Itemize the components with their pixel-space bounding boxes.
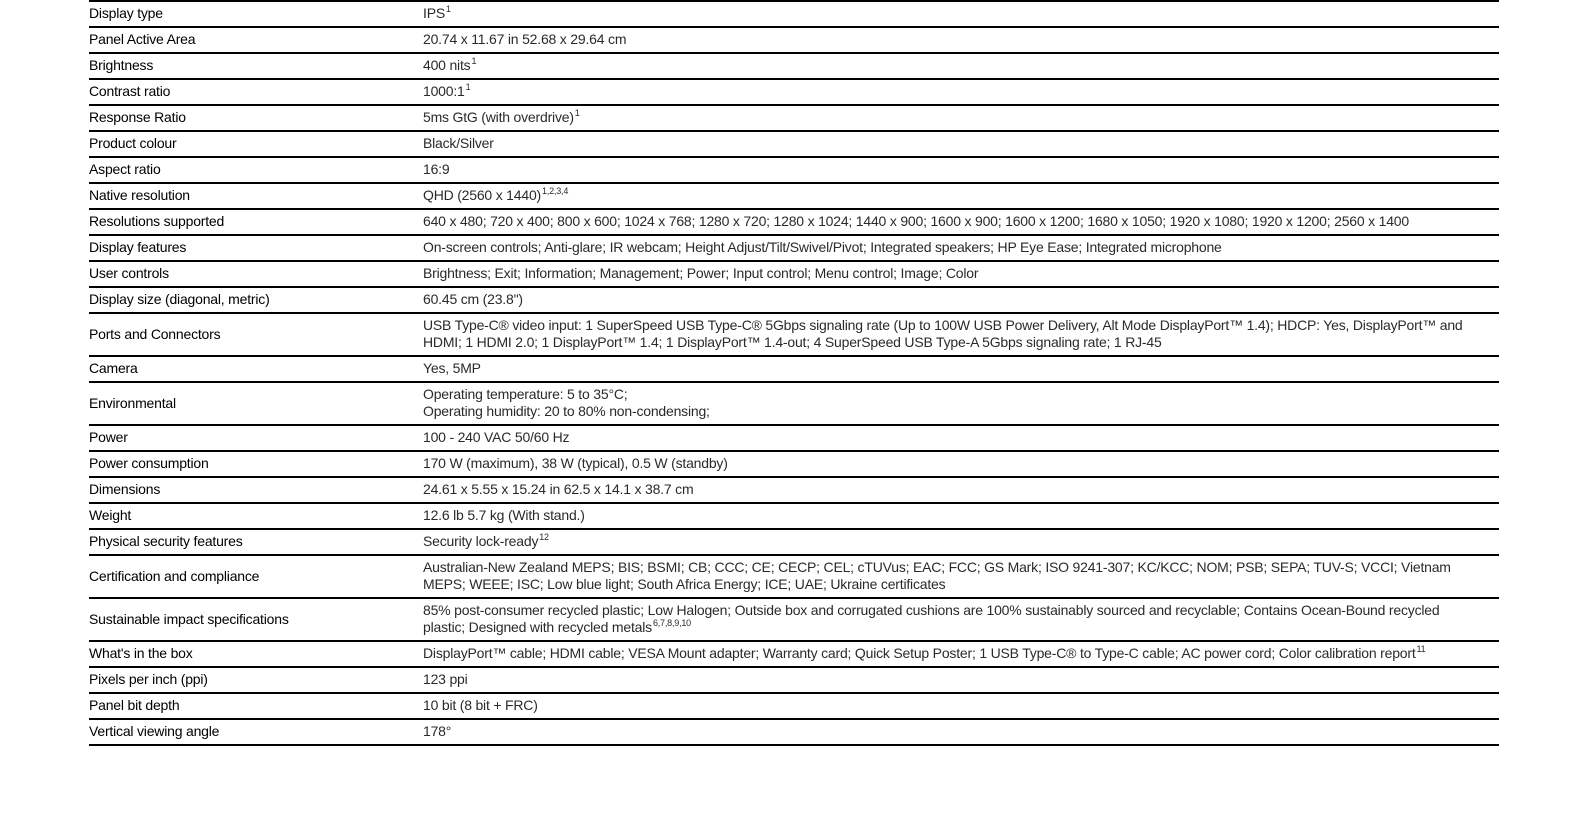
- spec-value: 123 ppi: [423, 671, 468, 687]
- spec-value-cell: [423, 105, 1499, 131]
- spec-label: Aspect ratio: [89, 157, 423, 183]
- spec-value-cell: [423, 79, 1499, 105]
- spec-row: [89, 235, 1499, 261]
- spec-value: Black/Silver: [423, 135, 494, 151]
- spec-value-cell: [423, 598, 1499, 641]
- spec-row: [89, 313, 1499, 356]
- spec-row: [89, 719, 1499, 745]
- spec-label: Pixels per inch (ppi): [89, 667, 423, 693]
- spec-value-cell: [423, 719, 1499, 745]
- spec-row: [89, 157, 1499, 183]
- spec-table: [89, 0, 1499, 746]
- spec-label: Resolutions supported: [89, 209, 423, 235]
- spec-value-line: Operating temperature: 5 to 35°C;: [423, 386, 628, 402]
- spec-value-cell: [423, 27, 1499, 53]
- footnote-ref: 1: [471, 56, 477, 66]
- spec-row: [89, 598, 1499, 641]
- spec-value: Security lock-ready: [423, 533, 539, 549]
- spec-label: Dimensions: [89, 477, 423, 503]
- spec-value: 640 x 480; 720 x 400; 800 x 600; 1024 x 768; 1280 x 720; 1280 x 1024; 1440 x 900; 1600 x 900; 1600 x 1200; 1680 x 1050; 1920 x 1080; 1920 x 1200; 2560 x 1400: [423, 213, 1409, 229]
- spec-value: 16:9: [423, 161, 450, 177]
- spec-value: 1000:1: [423, 83, 465, 99]
- spec-value-cell: [423, 693, 1499, 719]
- spec-table-body: [89, 1, 1499, 745]
- spec-value: 24.61 x 5.55 x 15.24 in 62.5 x 14.1 x 38.7 cm: [423, 481, 694, 497]
- spec-value-cell: [423, 235, 1499, 261]
- spec-value: On-screen controls; Anti-glare; IR webcam; Height Adjust/Tilt/Swivel/Pivot; Integrated speakers; HP Eye Ease; Integrated microphone: [423, 239, 1222, 255]
- spec-value-cell: [423, 529, 1499, 555]
- spec-value: USB Type-C® video input: 1 SuperSpeed USB Type-C® 5Gbps signaling rate (Up to 100W USB Power Delivery, Alt Mode DisplayPort™ 1.4); HDCP: Yes, DisplayPort™ and HDMI; 1 HDMI 2.0; 1 DisplayPort™ 1.4; 1 DisplayPort™ 1.4-out; 4 SuperSpeed USB Type-A 5Gbps signaling rate; 1 RJ-45: [423, 317, 1463, 350]
- spec-label: Product colour: [89, 131, 423, 157]
- spec-row: [89, 287, 1499, 313]
- spec-value-cell: [423, 53, 1499, 79]
- spec-value: 85% post-consumer recycled plastic; Low Halogen; Outside box and corrugated cushions are 100% sustainably sourced and recyclable; Contains Ocean-Bound recycled plastic; Designed with recycled metals: [423, 602, 1440, 635]
- spec-label: Vertical viewing angle: [89, 719, 423, 745]
- spec-value-cell: [423, 157, 1499, 183]
- spec-row: [89, 641, 1499, 667]
- footnote-ref: 12: [539, 532, 549, 542]
- spec-value: 170 W (maximum), 38 W (typical), 0.5 W (standby): [423, 455, 728, 471]
- spec-row: [89, 53, 1499, 79]
- spec-value: 60.45 cm (23.8"): [423, 291, 523, 307]
- spec-label: Native resolution: [89, 183, 423, 209]
- spec-label: Contrast ratio: [89, 79, 423, 105]
- spec-row: [89, 425, 1499, 451]
- spec-label: Certification and compliance: [89, 555, 423, 598]
- spec-label: Ports and Connectors: [89, 313, 423, 356]
- spec-value: IPS: [423, 5, 445, 21]
- spec-value-cell: [423, 209, 1499, 235]
- spec-row: [89, 529, 1499, 555]
- spec-label: Sustainable impact specifications: [89, 598, 423, 641]
- spec-row: [89, 667, 1499, 693]
- spec-row: [89, 183, 1499, 209]
- spec-value: 12.6 lb 5.7 kg (With stand.): [423, 507, 585, 523]
- footnote-ref: 1,2,3,4: [542, 186, 569, 196]
- spec-value-cell: [423, 261, 1499, 287]
- spec-row: [89, 105, 1499, 131]
- spec-label: What's in the box: [89, 641, 423, 667]
- footnote-ref: 1: [465, 82, 471, 92]
- spec-value-cell: [423, 477, 1499, 503]
- spec-value: Yes, 5MP: [423, 360, 481, 376]
- spec-row: [89, 261, 1499, 287]
- spec-value-cell: [423, 287, 1499, 313]
- spec-value-cell: [423, 425, 1499, 451]
- spec-value: 178°: [423, 723, 452, 739]
- spec-value-cell: [423, 131, 1499, 157]
- spec-label: Physical security features: [89, 529, 423, 555]
- spec-value-cell: [423, 313, 1499, 356]
- spec-row: [89, 555, 1499, 598]
- spec-row: [89, 356, 1499, 382]
- spec-value-cell: [423, 641, 1499, 667]
- footnote-ref: 1: [445, 4, 451, 14]
- spec-value: QHD (2560 x 1440): [423, 187, 541, 203]
- spec-value-line: Operating humidity: 20 to 80% non-condensing;: [423, 403, 710, 419]
- footnote-ref: 11: [1416, 644, 1426, 654]
- spec-row: [89, 79, 1499, 105]
- spec-label: Panel Active Area: [89, 27, 423, 53]
- spec-row: [89, 209, 1499, 235]
- spec-label: Panel bit depth: [89, 693, 423, 719]
- spec-value-cell: [423, 451, 1499, 477]
- spec-value-cell: [423, 356, 1499, 382]
- spec-label: Weight: [89, 503, 423, 529]
- spec-label: Power consumption: [89, 451, 423, 477]
- spec-label: Camera: [89, 356, 423, 382]
- spec-row: [89, 503, 1499, 529]
- spec-value-cell: [423, 1, 1499, 27]
- spec-label: Environmental: [89, 382, 423, 425]
- spec-row: [89, 477, 1499, 503]
- spec-value-cell: [423, 503, 1499, 529]
- spec-value: 5ms GtG (with overdrive): [423, 109, 574, 125]
- spec-row: [89, 382, 1499, 425]
- footnote-ref: 6,7,8,9,10: [652, 618, 691, 628]
- spec-value: 10 bit (8 bit + FRC): [423, 697, 538, 713]
- spec-value: Brightness; Exit; Information; Management; Power; Input control; Menu control; Image; Color: [423, 265, 979, 281]
- spec-value: 400 nits: [423, 57, 471, 73]
- spec-row: [89, 693, 1499, 719]
- spec-label: Display size (diagonal, metric): [89, 287, 423, 313]
- spec-value: Australian-New Zealand MEPS; BIS; BSMI; CB; CCC; CE; CECP; CEL; cTUVus; EAC; FCC; GS Mark; ISO 9241-307; KC/KCC; NOM; PSB; SEPA; TUV-S; VCCI; Vietnam MEPS; WEEE; ISC; Low blue light; South Africa Energy; ICE; UAE; Ukraine certificates: [423, 559, 1451, 592]
- spec-value: 20.74 x 11.67 in 52.68 x 29.64 cm: [423, 31, 627, 47]
- spec-value: 100 - 240 VAC 50/60 Hz: [423, 429, 570, 445]
- spec-label: User controls: [89, 261, 423, 287]
- spec-value: DisplayPort™ cable; HDMI cable; VESA Mount adapter; Warranty card; Quick Setup Poster; 1 USB Type-C® to Type-C cable; AC power cord; Color calibration report: [423, 645, 1416, 661]
- spec-value-cell: [423, 382, 1499, 425]
- spec-row: [89, 27, 1499, 53]
- spec-label: Display type: [89, 1, 423, 27]
- spec-row: [89, 1, 1499, 27]
- spec-value-cell: [423, 667, 1499, 693]
- spec-value-cell: [423, 183, 1499, 209]
- spec-label: Brightness: [89, 53, 423, 79]
- spec-label: Power: [89, 425, 423, 451]
- spec-row: [89, 451, 1499, 477]
- spec-row: [89, 131, 1499, 157]
- spec-label: Response Ratio: [89, 105, 423, 131]
- spec-label: Display features: [89, 235, 423, 261]
- footnote-ref: 1: [574, 108, 580, 118]
- spec-value-cell: [423, 555, 1499, 598]
